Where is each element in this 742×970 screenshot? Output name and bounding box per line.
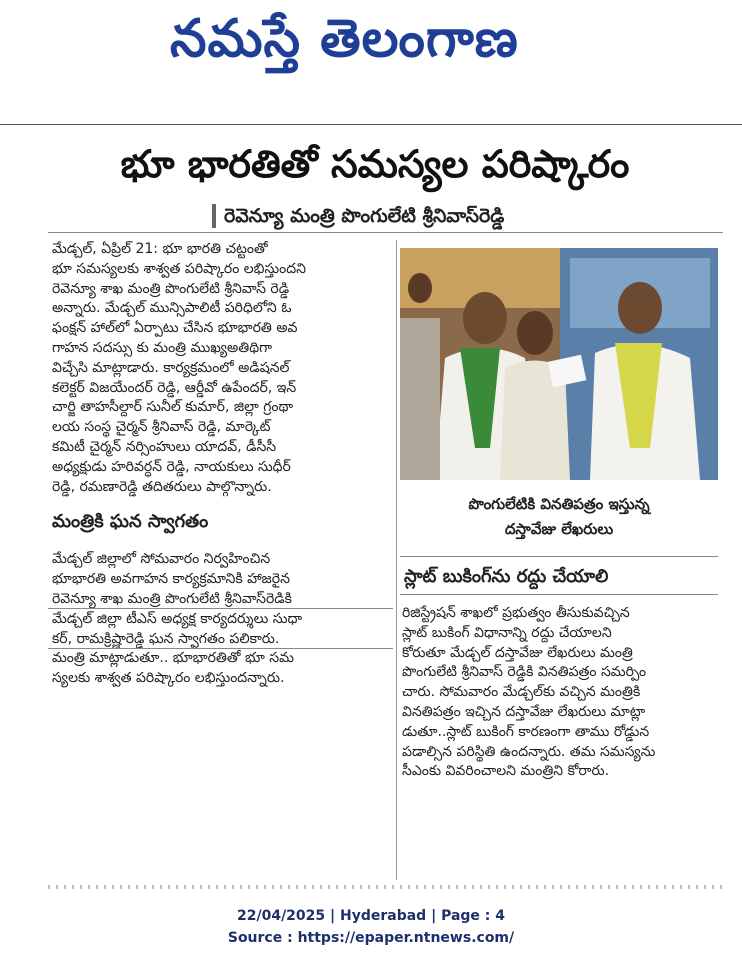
text-line: స్యలకు శాశ్వత పరిష్కారం లభిస్తుందన్నారు. bbox=[52, 670, 285, 687]
text-line: రెడ్డి, రమణారెడ్డి తదితరులు పాల్గొన్నారు. bbox=[52, 478, 272, 495]
text-line: విచ్చేసి మాట్లాడారు. కార్యక్రమంలో అడిషనల్ bbox=[52, 359, 290, 376]
text-line: చార్జి తాహసీల్దార్ సునీల్ కుమార్, జిల్లా గ్రంథా bbox=[52, 399, 294, 416]
newspaper-logo: నమస్తే తెలంగాణ bbox=[170, 8, 519, 69]
text-line: రెవెన్యూ శాఖ మంత్రి పొంగులేటి శ్రీనివాస్‌రెడికి bbox=[52, 590, 292, 607]
caption-line-1: పొంగులేటికి వినతిపత్రం ఇస్తున్న bbox=[468, 495, 650, 513]
text-line: అన్నారు. మేడ్చల్ మున్సిపాలిటీ పరిధిలోని ఓ bbox=[52, 300, 292, 317]
text-line: మేడ్చల్ జిల్లాలో సోమవారం నిర్వహించిన bbox=[52, 551, 271, 568]
footer-source-line: Source : https://epaper.ntnews.com/ bbox=[227, 930, 515, 946]
text-line: భూభారతి అవగాహన కార్యక్రమానికి హాజరైన bbox=[52, 571, 290, 588]
text-line: డుతూ..స్లాట్ బుకింగ్ కారణంగా తాము రోడ్డున bbox=[402, 723, 650, 740]
text-line: పడాల్సిన పరిస్థితి ఉందన్నారు. తమ సమస్యను bbox=[402, 743, 656, 760]
section-welcome-body bbox=[48, 550, 393, 689]
article-photo bbox=[400, 248, 718, 480]
article-headline: భూ భారతితో సమస్యల పరిష్కారం bbox=[120, 142, 630, 186]
section-divider-left-bottom bbox=[48, 648, 393, 649]
text-line: వినతిపత్రం ఇచ్చిన దస్తావేజు లేఖరులు మాట్లా bbox=[402, 703, 646, 720]
text-line: మేడ్చల్, ఏప్రిల్ 21: భూ భారతి చట్టంతో bbox=[52, 241, 268, 257]
photo-image bbox=[400, 248, 718, 480]
footer-date-line: 22/04/2025 | Hyderabad | Page : 4 bbox=[236, 908, 506, 924]
subhead-divider bbox=[48, 232, 723, 233]
text-line: చారు. సోమవారం మేడ్చల్‌కు వచ్చిన మంత్రికి bbox=[402, 684, 641, 701]
section-divider-right bbox=[400, 556, 718, 557]
left-body bbox=[48, 240, 393, 497]
text-line: కర్, రామక్రిష్ణారెడ్డి ఘన స్వాగతం పలికారు. bbox=[52, 630, 280, 647]
text-line: సీఎంకు వివరించాలని మంత్రిని కోరారు. bbox=[402, 763, 610, 780]
section-heading-underline bbox=[400, 594, 718, 595]
caption-line-2: దస్తావేజు లేఖరులు bbox=[504, 520, 614, 538]
text-line: రిజిస్ట్రేషన్ శాఖలో ప్రభుత్వం తీసుకువచ్చిన bbox=[402, 605, 630, 621]
photo-caption bbox=[400, 492, 718, 542]
section-slot-booking-body bbox=[402, 604, 718, 782]
masthead bbox=[0, 0, 742, 110]
section-heading-slot-booking: స్లాట్ బుకింగ్‌ను రద్దు చేయాలి bbox=[404, 566, 609, 587]
page-bottom-rule bbox=[48, 885, 723, 889]
article-subhead: రెవెన్యూ మంత్రి పొంగులేటి శ్రీనివాస్‌రెడ్డి bbox=[224, 205, 505, 227]
text-line: భూ సమస్యలకు శాశ్వత పరిష్కారం లభిస్తుందని bbox=[52, 260, 306, 277]
text-line: స్లాట్ బుకింగ్ విధానాన్ని రద్దు చేయాలని bbox=[402, 624, 612, 641]
text-line: కలెక్టర్ విజయేందర్ రెడ్డి, ఆర్డీవో ఉపేందర్, ఇన్ bbox=[52, 379, 297, 396]
text-line: లయ సంస్థ చైర్మన్ శ్రీనివాస్ రెడ్డి, మార్కెట్ bbox=[52, 419, 271, 436]
masthead-divider bbox=[0, 124, 742, 125]
text-line: మేడ్చల్ జిల్లా టీఎస్ అధ్యక్ష కార్యదర్శులు సుధా bbox=[52, 610, 303, 627]
text-line: రెవెన్యూ శాఖ మంత్రి పొంగులేటి శ్రీనివాస్ రెడ్డి bbox=[52, 280, 290, 297]
text-line: అధ్యక్షుడు హరివర్ధన్ రెడ్డి, నాయకులు సుధీర్ bbox=[52, 458, 291, 475]
left-column bbox=[48, 240, 393, 689]
text-line: మంత్రి మాట్లాడుతూ.. భూభారతితో భూ సమ bbox=[52, 650, 294, 667]
text-line: కోరుతూ మేడ్చల్ దస్తావేజు లేఖరులు మంత్రి bbox=[402, 644, 633, 661]
text-line: గాహన సదస్సు కు మంత్రి ముఖ్యఅతిథిగా bbox=[52, 339, 272, 356]
text-line: పొంగులేటి శ్రీనివాస్ రెడ్డికి వినతిపత్రం సమర్పిం bbox=[402, 664, 647, 681]
text-line: కమిటీ చైర్మన్ నర్సింహులు యాదవ్, డీసీసీ bbox=[52, 438, 277, 455]
section-heading-welcome: మంత్రికి ఘన స్వాగతం bbox=[52, 511, 209, 533]
subhead-marker bbox=[212, 204, 216, 228]
section-divider-left-top bbox=[48, 608, 393, 609]
text-line: ఫంక్షన్ హాల్‌లో ఏర్పాటు చేసిన భూభారతి అవ bbox=[52, 320, 298, 337]
column-divider bbox=[396, 240, 397, 880]
